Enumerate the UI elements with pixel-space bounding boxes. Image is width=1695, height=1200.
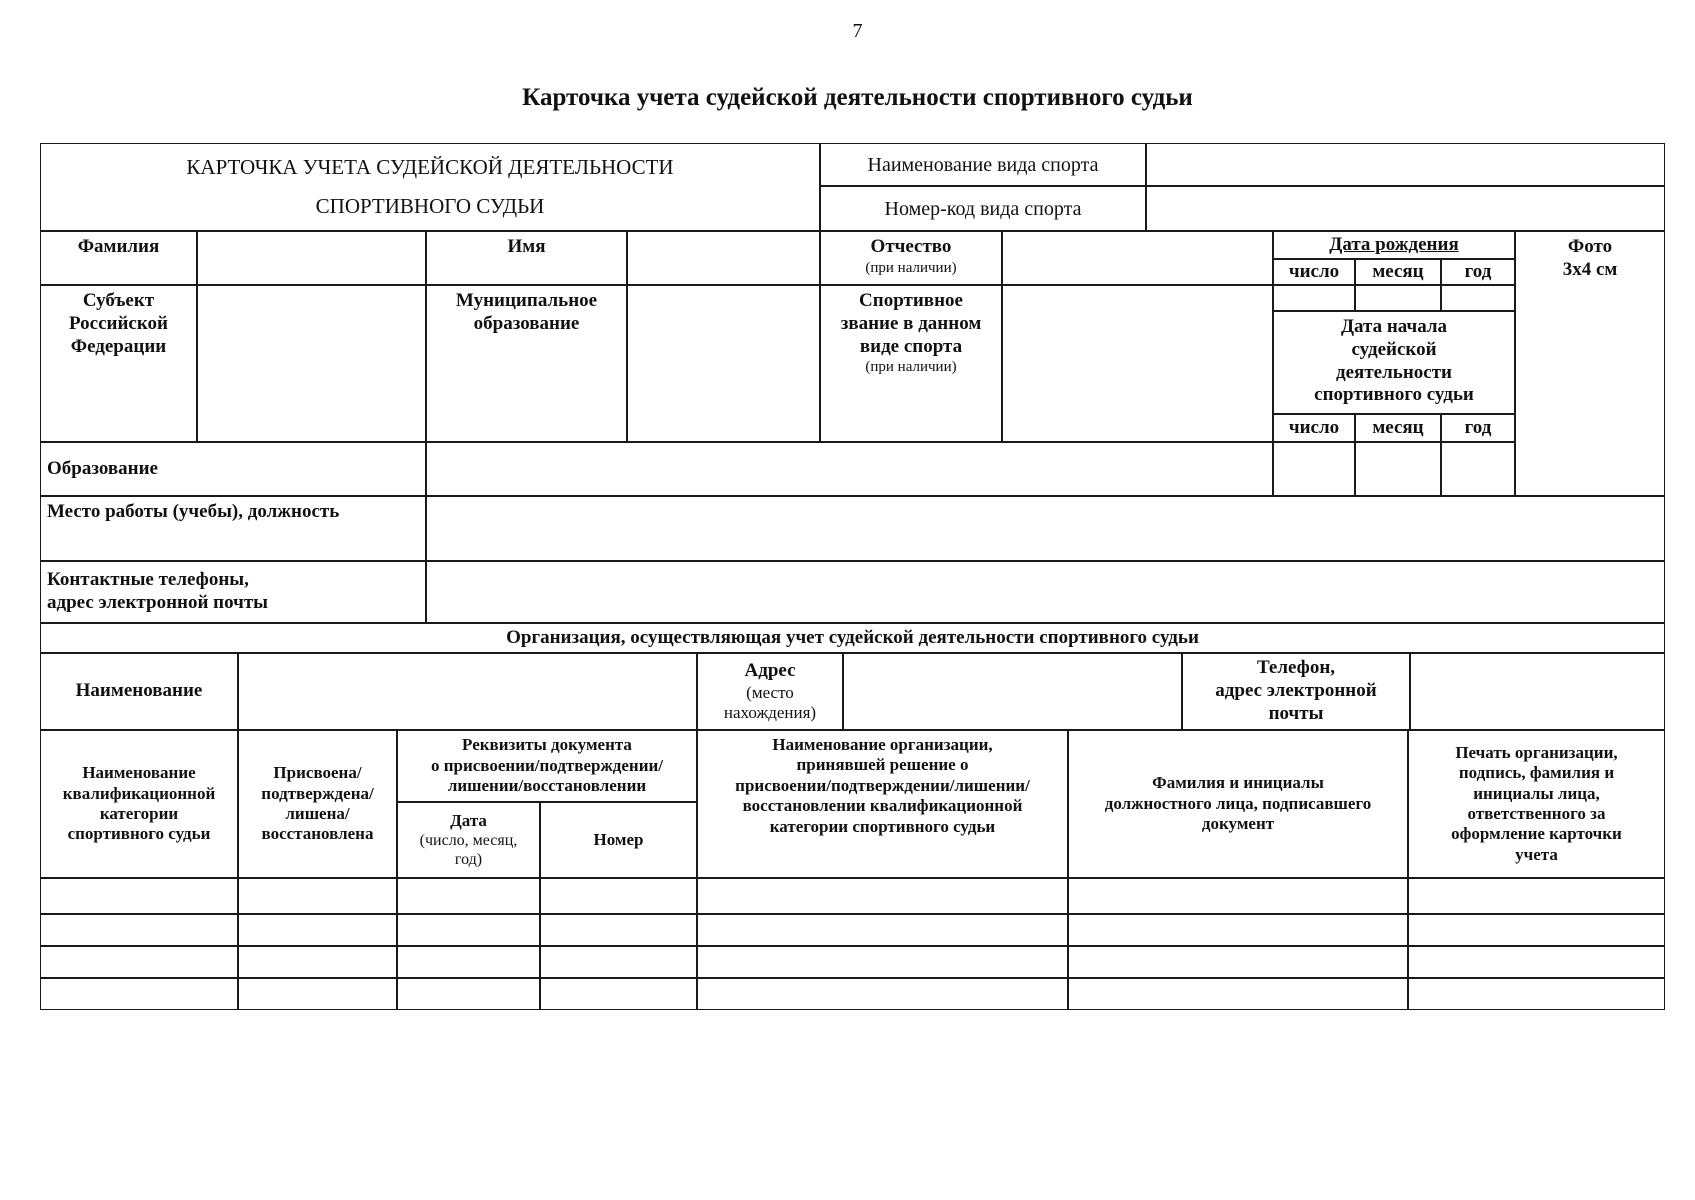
subject-field[interactable] [197,285,426,442]
sport-code-label: Номер-код вида спорта [820,186,1146,231]
first-name-field[interactable] [627,231,820,285]
table-cell[interactable] [397,978,540,1010]
work-field[interactable] [426,496,1665,561]
table-cell[interactable] [40,878,238,914]
patronymic-field[interactable] [1002,231,1273,285]
page-number: 7 [852,20,863,42]
document-details-header: Реквизиты документа о присвоении/подтверждении/ лишении/восстановлении [397,730,697,802]
document-date-header: Дата (число, месяц, год) [397,802,540,878]
table-cell[interactable] [1068,878,1408,914]
sport-rank-note: (при наличии) [865,359,957,376]
birth-year-label: год [1441,259,1515,285]
organization-address-field[interactable] [843,653,1182,730]
table-cell[interactable] [40,914,238,946]
surname-label: Фамилия [40,231,197,285]
sport-code-field[interactable] [1146,186,1665,231]
table-cell[interactable] [540,878,697,914]
table-cell[interactable] [540,914,697,946]
organization-address-label: Адрес (место нахождения) [697,653,843,730]
patronymic-note: (при наличии) [865,259,957,276]
start-year-label: год [1441,414,1515,442]
table-cell[interactable] [238,978,397,1010]
judging-start-label: Дата начала судейской деятельности спортивного судьи [1273,311,1515,414]
education-label: Образование [40,442,426,496]
sport-rank-label: Спортивное звание в данном виде спорта (при наличии) [820,285,1002,442]
status-header: Присвоена/ подтверждена/ лишена/ восстановлена [238,730,397,878]
patronymic-label: Отчество (при наличии) [820,231,1002,285]
birth-day-field[interactable] [1273,285,1355,311]
organization-phone-field[interactable] [1410,653,1665,730]
start-month-field[interactable] [1355,442,1441,496]
signing-official-header: Фамилия и инициалы должностного лица, подписавшего документ [1068,730,1408,878]
table-cell[interactable] [697,878,1068,914]
decision-organization-header: Наименование организации, принявшей решение о присвоении/подтверждении/лишении/ восстановлении квалификационной категории спортивного судьи [697,730,1068,878]
seal-signature-header: Печать организации, подпись, фамилия и инициалы лица, ответственного за оформление карточки учета [1408,730,1665,878]
contacts-field[interactable] [426,561,1665,623]
table-cell[interactable] [1068,914,1408,946]
start-year-field[interactable] [1441,442,1515,496]
table-cell[interactable] [1408,946,1665,978]
card-title-cell [40,143,820,231]
sport-rank-field[interactable] [1002,285,1273,442]
organization-name-field[interactable] [238,653,697,730]
municipal-field[interactable] [627,285,820,442]
table-cell[interactable] [540,978,697,1010]
card-title-line2: СПОРТИВНОГО СУДЬИ [315,194,545,218]
surname-field[interactable] [197,231,426,285]
education-field[interactable] [426,442,1273,496]
contacts-label: Контактные телефоны, адрес электронной почты [40,561,426,623]
table-cell[interactable] [1408,914,1665,946]
table-cell[interactable] [697,914,1068,946]
table-cell[interactable] [697,946,1068,978]
table-cell[interactable] [40,946,238,978]
table-cell[interactable] [238,946,397,978]
category-name-header: Наименование квалификационной категории спортивного судьи [40,730,238,878]
organization-heading: Организация, осуществляющая учет судейской деятельности спортивного судьи [40,623,1665,653]
table-cell[interactable] [1408,878,1665,914]
table-cell[interactable] [238,878,397,914]
table-cell[interactable] [397,878,540,914]
work-label: Место работы (учебы), должность [40,496,426,561]
birth-year-field[interactable] [1441,285,1515,311]
organization-phone-label: Телефон, адрес электронной почты [1182,653,1410,730]
document-title: Карточка учета судейской деятельности спортивного судьи [522,84,1193,111]
table-cell[interactable] [1068,946,1408,978]
card-title-line1: КАРТОЧКА УЧЕТА СУДЕЙСКОЙ ДЕЯТЕЛЬНОСТИ [186,155,674,180]
table-cell[interactable] [697,978,1068,1010]
table-cell[interactable] [1068,978,1408,1010]
sport-name-label: Наименование вида спорта [820,143,1146,186]
start-day-field[interactable] [1273,442,1355,496]
table-cell[interactable] [397,946,540,978]
organization-name-label: Наименование [40,653,238,730]
document-number-header: Номер [540,802,697,878]
table-cell[interactable] [397,914,540,946]
photo-placeholder: Фото 3x4 см [1515,231,1665,496]
table-cell[interactable] [238,914,397,946]
start-month-label: месяц [1355,414,1441,442]
table-cell[interactable] [1408,978,1665,1010]
table-cell[interactable] [40,978,238,1010]
table-cell[interactable] [540,946,697,978]
start-day-label: число [1273,414,1355,442]
birth-day-label: число [1273,259,1355,285]
first-name-label: Имя [426,231,627,285]
subject-label: Субъект Российской Федерации [40,285,197,442]
birth-month-field[interactable] [1355,285,1441,311]
birth-date-label: Дата рождения [1273,231,1515,259]
municipal-label: Муниципальное образование [426,285,627,442]
birth-month-label: месяц [1355,259,1441,285]
sport-name-field[interactable] [1146,143,1665,186]
